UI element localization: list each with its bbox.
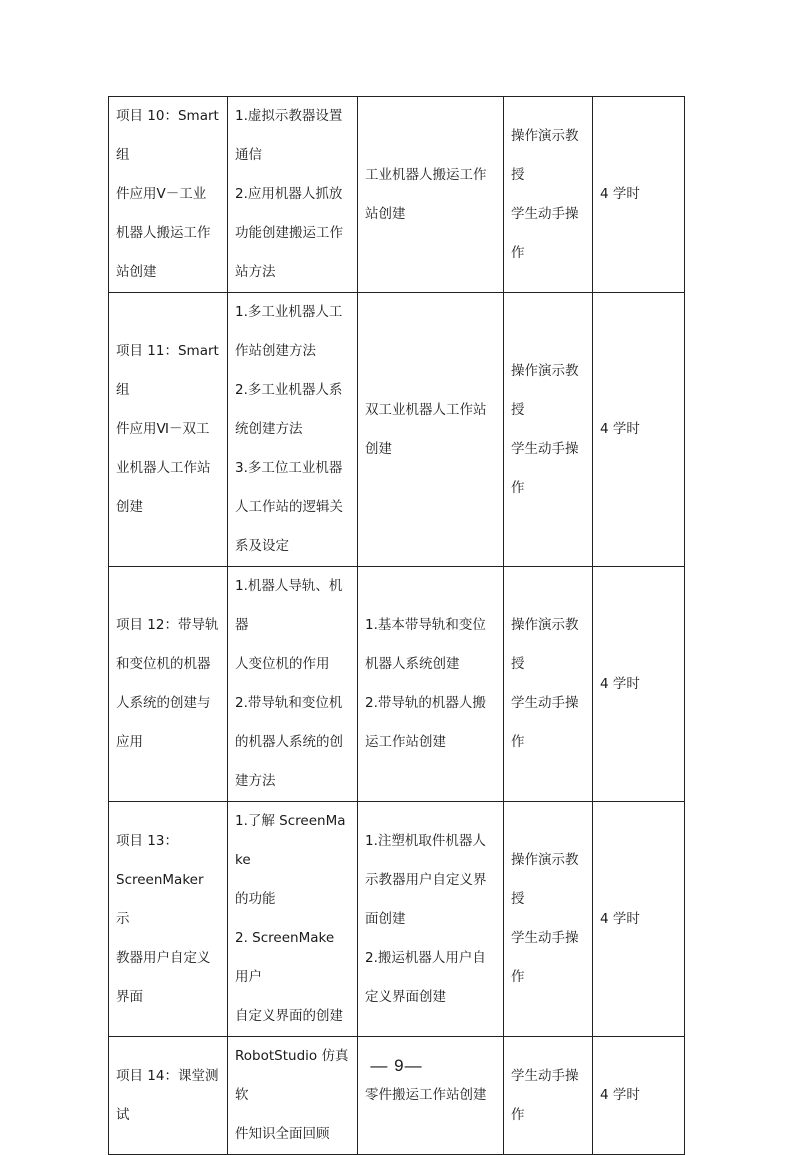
content-line: 站方法	[235, 264, 276, 280]
task-line: 创建	[365, 440, 392, 457]
content-line: 2.多工业机器人系	[235, 382, 343, 398]
project-cell	[109, 1037, 228, 1155]
project-line: 教器用户自定义	[116, 949, 211, 966]
project-line: 和变位机的机器	[116, 656, 211, 672]
project-line: 件应用Ⅴ－工业	[116, 186, 207, 202]
method-line: 作	[511, 969, 525, 985]
project-line: 业机器人工作站	[116, 460, 211, 476]
hours-cell: 4 学时	[593, 1037, 685, 1155]
content-line: 系及设定	[235, 538, 289, 554]
content-line: 件知识全面回顾	[235, 1126, 330, 1142]
method-cell	[504, 97, 593, 293]
project-line: 项目 13：	[116, 832, 178, 849]
method-cell	[504, 1037, 593, 1155]
project-cell	[109, 97, 228, 293]
content-line: 2.带导轨和变位机	[235, 695, 343, 711]
content-line: 3.多工位工业机器	[235, 460, 343, 476]
project-line: 应用	[116, 734, 143, 750]
method-line: 授	[511, 401, 525, 418]
project-line: 试	[116, 1106, 130, 1123]
task-line: 定义界面创建	[365, 988, 446, 1005]
content-line: 1.了解 ScreenMake	[235, 813, 346, 868]
table-row	[109, 1037, 685, 1155]
method-cell	[504, 802, 593, 1037]
task-line: 2.搬运机器人用户自	[365, 949, 486, 966]
task-cell	[358, 97, 504, 293]
table-row	[109, 567, 685, 802]
content-cell	[228, 1037, 358, 1155]
task-line: 工业机器人搬运工作	[365, 166, 487, 183]
content-line: 人变位机的作用	[235, 656, 330, 672]
content-cell	[228, 802, 358, 1037]
project-line: ScreenMaker 示	[116, 871, 204, 927]
content-line: 功能创建搬运工作	[235, 225, 343, 241]
task-line: 面创建	[365, 910, 406, 927]
task-line: 机器人系统创建	[365, 656, 460, 672]
task-line: 双工业机器人工作站	[365, 401, 487, 418]
method-line: 操作演示教	[511, 852, 579, 868]
task-line: 零件搬运工作站创建	[365, 1087, 487, 1103]
content-line: RobotStudio 仿真软	[235, 1048, 349, 1103]
content-cell	[228, 293, 358, 567]
method-line: 授	[511, 891, 525, 907]
content-line: 的机器人系统的创	[235, 734, 343, 750]
hours-cell: 4 学时	[593, 567, 685, 802]
task-line: 1.注塑机取件机器人	[365, 832, 486, 849]
content-line: 统创建方法	[235, 421, 303, 437]
method-line: 学生动手操	[511, 695, 579, 711]
project-line: 创建	[116, 499, 143, 515]
task-line: 站创建	[365, 205, 406, 222]
task-cell	[358, 567, 504, 802]
method-line: 学生动手操	[511, 440, 579, 457]
method-cell	[504, 293, 593, 567]
hours-cell: 4 学时	[593, 97, 685, 293]
task-cell	[358, 802, 504, 1037]
project-line: 项目 10：Smart 组	[116, 108, 219, 163]
content-line: 的功能	[235, 891, 276, 907]
project-line: 项目 14：课堂测	[116, 1067, 219, 1084]
content-line: 通信	[235, 147, 262, 163]
content-line: 2.应用机器人抓放	[235, 186, 343, 202]
project-cell	[109, 802, 228, 1037]
method-line: 授	[511, 656, 525, 672]
content-line: 人工作站的逻辑关	[235, 499, 343, 515]
content-line: 1.虚拟示教器设置	[235, 108, 343, 124]
project-line: 界面	[116, 988, 143, 1005]
content-line: 2. ScreenMake 用户	[235, 930, 335, 985]
content-line: 1.多工业机器人工	[235, 304, 343, 320]
hours-cell: 4 学时	[593, 293, 685, 567]
method-line: 操作演示教	[511, 127, 579, 144]
content-line: 自定义界面的创建	[235, 1008, 343, 1024]
content-line: 作站创建方法	[235, 343, 316, 359]
content-cell	[228, 567, 358, 802]
method-line: 学生动手操	[511, 930, 579, 946]
method-line: 操作演示教	[511, 362, 579, 379]
task-line: 1.基本带导轨和变位	[365, 617, 486, 633]
page-number: — 9—	[370, 1056, 423, 1075]
method-line: 学生动手操	[511, 1067, 579, 1084]
project-line: 项目 11：Smart 组	[116, 343, 219, 398]
method-line: 作	[511, 244, 525, 261]
content-line: 建方法	[235, 773, 276, 789]
task-line: 2.带导轨的机器人搬	[365, 695, 486, 711]
method-line: 作	[511, 1106, 525, 1123]
task-line: 示教器用户自定义界	[365, 871, 487, 888]
project-line: 项目 12：带导轨	[116, 617, 219, 633]
project-cell	[109, 567, 228, 802]
project-line: 机器人搬运工作	[116, 225, 211, 241]
project-cell	[109, 293, 228, 567]
content-cell	[228, 97, 358, 293]
method-line: 学生动手操	[511, 205, 579, 222]
content-line: 1.机器人导轨、机器	[235, 578, 343, 633]
method-line: 操作演示教	[511, 617, 579, 633]
course-schedule-table	[108, 96, 685, 1155]
project-line: 人系统的创建与	[116, 695, 211, 711]
project-line: 件应用Ⅵ－双工	[116, 421, 210, 437]
method-line: 作	[511, 734, 525, 750]
hours-cell: 4 学时	[593, 802, 685, 1037]
project-line: 站创建	[116, 264, 157, 280]
table-row	[109, 802, 685, 1037]
table-row	[109, 97, 685, 293]
task-line: 运工作站创建	[365, 734, 446, 750]
method-cell	[504, 567, 593, 802]
task-cell	[358, 293, 504, 567]
table-row	[109, 293, 685, 567]
method-line: 授	[511, 166, 525, 183]
method-line: 作	[511, 479, 525, 496]
task-cell	[358, 1037, 504, 1155]
